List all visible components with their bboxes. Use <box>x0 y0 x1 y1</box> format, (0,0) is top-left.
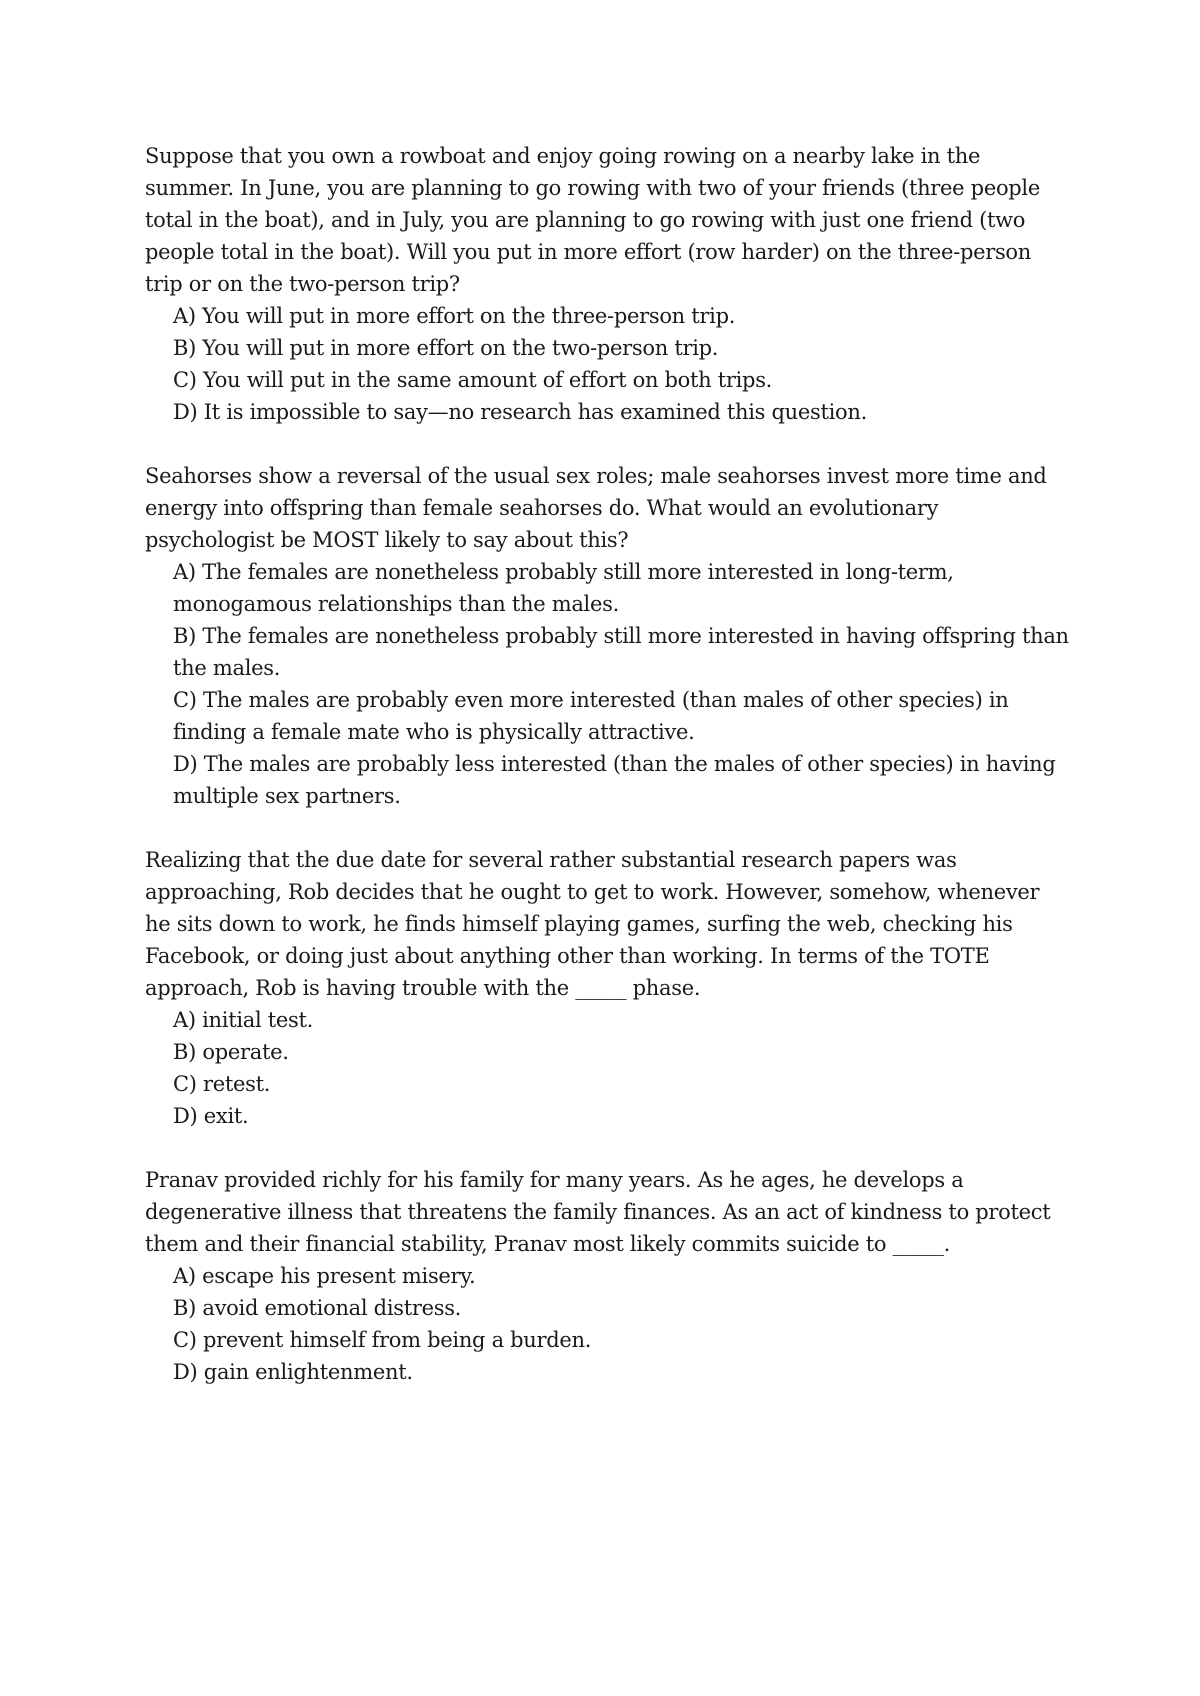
answer-option-d: D) exit. <box>173 1104 249 1128</box>
question-stem: Seahorses show a reversal of the usual sex roles; male seahorses invest more time and energy into offspring than female seahorses do. What would an evolutionary psychologist be MOST likely to say about this? <box>145 464 1047 552</box>
question-stem: Pranav provided richly for his family for many years. As he ages, he develops a degenerative illness that threatens the family finances. As an act of kindness to protect them and their financial stability, Pranav most likely commits suicide to _____. <box>145 1168 1051 1256</box>
answer-option-b: B) You will put in more effort on the two-person trip. <box>173 336 719 360</box>
question-3 <box>145 844 1070 1132</box>
answer-option-c: C) The males are probably even more interested (than males of other species) in finding a female mate who is physically attractive. <box>173 688 1009 744</box>
question-list <box>145 140 1070 1420</box>
answer-option-a: A) escape his present misery. <box>173 1264 476 1288</box>
answer-options <box>145 556 1070 812</box>
answer-option-c: C) You will put in the same amount of effort on both trips. <box>173 368 773 392</box>
question-stem: Suppose that you own a rowboat and enjoy going rowing on a nearby lake in the summer. In June, you are planning to go rowing with two of your friends (three people total in the boat), and in July, you are planning to go rowing with just one friend (two people total in the boat). Will you put in more effort (row harder) on the three-person trip or on the two-person trip? <box>145 144 1040 296</box>
question-stem: Realizing that the due date for several rather substantial research papers was approaching, Rob decides that he ought to get to work. However, somehow, whenever he sits down to work, he finds himself playing games, surfing the web, checking his Facebook, or doing just about anything other than working. In terms of the TOTE approach, Rob is having trouble with the _____ phase. <box>145 848 1040 1000</box>
answer-option-d: D) gain enlightenment. <box>173 1360 413 1384</box>
answer-option-a: A) The females are nonetheless probably still more interested in long-term, monogamous relationships than the males. <box>173 560 954 616</box>
answer-option-c: C) prevent himself from being a burden. <box>173 1328 592 1352</box>
answer-option-b: B) The females are nonetheless probably still more interested in having offspring than the males. <box>173 624 1069 680</box>
question-1 <box>145 140 1070 428</box>
answer-options <box>145 1260 1070 1388</box>
answer-options <box>145 1004 1070 1132</box>
answer-option-b: B) avoid emotional distress. <box>173 1296 462 1320</box>
answer-option-b: B) operate. <box>173 1040 289 1064</box>
answer-options <box>145 300 1070 428</box>
answer-option-d: D) The males are probably less interested (than the males of other species) in having multiple sex partners. <box>173 752 1056 808</box>
answer-option-d: D) It is impossible to say—no research has examined this question. <box>173 400 867 424</box>
answer-option-a: A) initial test. <box>173 1008 314 1032</box>
question-2 <box>145 460 1070 812</box>
answer-option-c: C) retest. <box>173 1072 271 1096</box>
question-4 <box>145 1164 1070 1388</box>
answer-option-a: A) You will put in more effort on the three-person trip. <box>173 304 736 328</box>
